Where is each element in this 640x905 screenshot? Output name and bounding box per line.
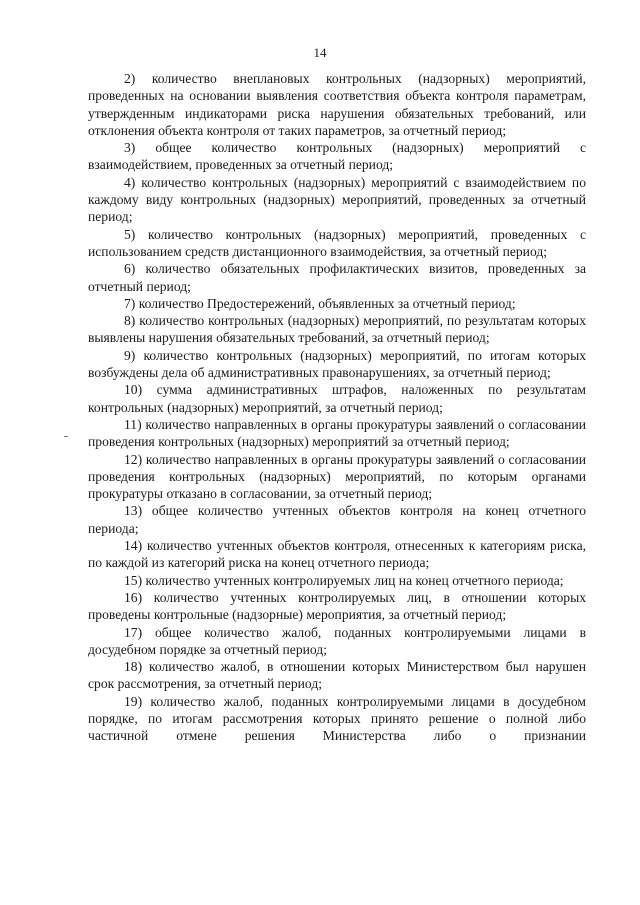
list-item: 16) количество учтенных контролируемых лиц, в отношении которых проведены контрольные (надзорные) мероприятия, за отчетный период; xyxy=(88,589,586,623)
list-item: 10) сумма административных штрафов, наложенных по результатам контрольных (надзорных) мероприятий, за отчетный период; xyxy=(88,382,586,415)
document-body xyxy=(88,70,586,745)
list-item: 13) общее количество учтенных объектов контроля на конец отчетного периода; xyxy=(88,503,586,536)
list-item: 2) количество внеплановых контрольных (надзорных) мероприятий, проведенных на основании выявления соответствия объекта контроля параметрам, утвержденным индикаторами риска нарушения обязательных требований, или отклонения объекта контроля от таких параметров, за отчетный период; xyxy=(88,71,586,138)
list-item: 6) количество обязательных профилактических визитов, проведенных за отчетный период; xyxy=(88,261,586,294)
list-item: 11) количество направленных в органы прокуратуры заявлений о согласовании проведения контрольных (надзорных) мероприятий за отчетный период; xyxy=(88,416,586,450)
list-item: 9) количество контрольных (надзорных) мероприятий, по итогам которых возбуждены дела об административных правонарушениях, за отчетный период; xyxy=(88,347,586,381)
list-item: 18) количество жалоб, в отношении которых Министерством был нарушен срок рассмотрения, за отчетный период; xyxy=(88,659,586,692)
list-item: 14) количество учтенных объектов контроля, отнесенных к категориям риска, по каждой из категорий риска на конец отчетного периода; xyxy=(88,538,586,571)
list-item: 19) количество жалоб, поданных контролируемыми лицами в досудебном порядке, по итогам рассмотрения которых принято решение о полной либо частичной отмене решения Министерства либо о признании xyxy=(88,693,586,744)
list-item: 3) общее количество контрольных (надзорных) мероприятий с взаимодействием, проведенных за отчетный период; xyxy=(88,140,586,173)
list-item: 4) количество контрольных (надзорных) мероприятий с взаимодействием по каждому виду контрольных (надзорных) мероприятий, проведенных за отчетный период; xyxy=(88,174,586,225)
page-number: 14 xyxy=(313,45,327,60)
list-item: 5) количество контрольных (надзорных) мероприятий, проведенных с использованием средств дистанционного взаимодействия, за отчетный период; xyxy=(88,226,586,259)
list-item: 8) количество контрольных (надзорных) мероприятий, по результатам которых выявлены нарушения обязательных требований, за отчетный период; xyxy=(88,313,586,346)
list-item: 15) количество учтенных контролируемых лиц на конец отчетного периода; xyxy=(124,572,564,588)
list-item: 17) общее количество жалоб, поданных контролируемыми лицами в досудебном порядке за отчетный период; xyxy=(88,624,586,657)
list-item: 7) количество Предостережений, объявленных за отчетный период; xyxy=(124,295,516,311)
list-item: 12) количество направленных в органы прокуратуры заявлений о согласовании проведения контрольных (надзорных) мероприятий, по которым органами прокуратуры отказано в согласовании, за отчетный период; xyxy=(88,451,586,502)
margin-mark xyxy=(64,436,68,437)
